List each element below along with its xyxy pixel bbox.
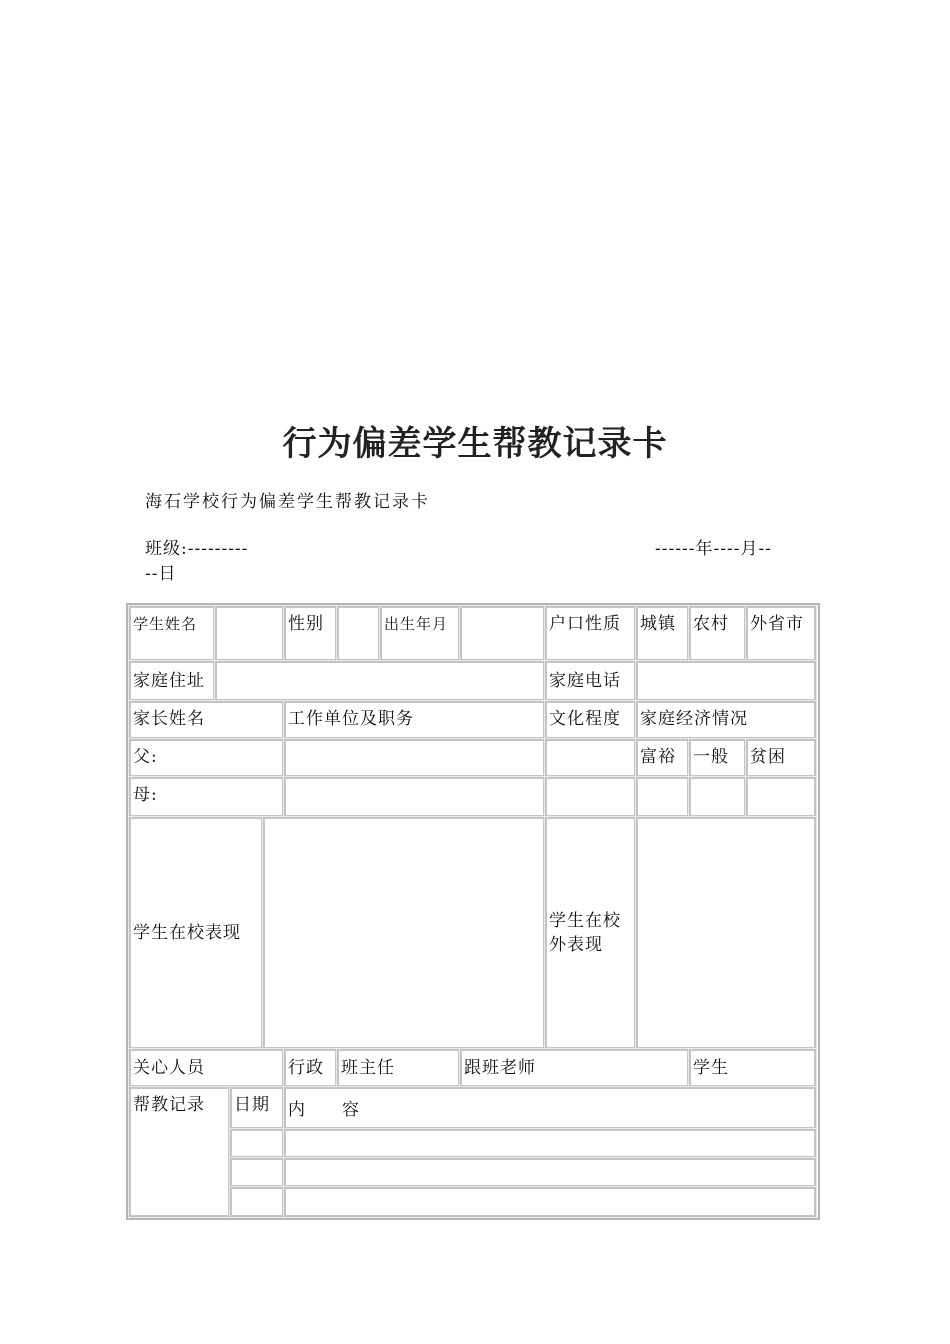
form-subtitle: 海石学校行为偏差学生帮教记录卡 (145, 492, 430, 512)
option-poor: 贫困 (746, 739, 816, 777)
date-field-line2: --日 (145, 564, 177, 584)
label-outside-performance: 学生在校外表现 (545, 817, 636, 1049)
value-birth[interactable] (460, 606, 545, 661)
label-parent-name: 家长姓名 (129, 701, 284, 739)
value-student-name[interactable] (215, 606, 284, 661)
value-outside-performance[interactable] (636, 817, 816, 1049)
value-school-performance[interactable] (263, 817, 545, 1049)
label-date: 日期 (230, 1087, 284, 1129)
class-field: 班级:--------- (145, 539, 249, 559)
label-birth: 出生年月 (380, 606, 460, 661)
label-home-phone: 家庭电话 (545, 661, 636, 701)
label-household-type: 户口性质 (545, 606, 636, 661)
label-student: 学生 (689, 1049, 816, 1087)
option-rural: 农村 (689, 606, 746, 661)
label-gender: 性别 (284, 606, 337, 661)
label-content: 内 容 (284, 1087, 816, 1129)
label-help-record: 帮教记录 (129, 1087, 230, 1217)
label-mother: 母: (129, 777, 284, 817)
value-poor-check[interactable] (746, 777, 816, 817)
record-date-3[interactable] (230, 1187, 284, 1217)
value-home-address[interactable] (215, 661, 545, 701)
date-field-line1: ------年----月-- (655, 539, 772, 559)
record-content-2[interactable] (284, 1158, 816, 1187)
label-school-performance: 学生在校表现 (129, 817, 263, 1049)
label-care-staff: 关心人员 (129, 1049, 284, 1087)
label-follow-teacher: 跟班老师 (460, 1049, 689, 1087)
value-mother-education[interactable] (545, 777, 636, 817)
label-admin: 行政 (284, 1049, 337, 1087)
record-date-2[interactable] (230, 1158, 284, 1187)
value-gender[interactable] (337, 606, 380, 661)
record-content-1[interactable] (284, 1129, 816, 1158)
document-title: 行为偏差学生帮教记录卡 (282, 424, 668, 464)
label-head-teacher: 班主任 (337, 1049, 460, 1087)
value-average-check[interactable] (689, 777, 746, 817)
label-work-unit: 工作单位及职务 (284, 701, 545, 739)
value-wealthy-check[interactable] (636, 777, 689, 817)
value-father-work[interactable] (284, 739, 545, 777)
label-education: 文化程度 (545, 701, 636, 739)
label-home-address: 家庭住址 (129, 661, 215, 701)
option-wealthy: 富裕 (636, 739, 689, 777)
value-home-phone[interactable] (636, 661, 816, 701)
label-father: 父: (129, 739, 284, 777)
label-student-name: 学生姓名 (129, 606, 215, 661)
record-content-3[interactable] (284, 1187, 816, 1217)
option-other-province: 外省市 (746, 606, 816, 661)
label-economic: 家庭经济情况 (636, 701, 816, 739)
option-average: 一般 (689, 739, 746, 777)
record-date-1[interactable] (230, 1129, 284, 1158)
option-town: 城镇 (636, 606, 689, 661)
value-father-education[interactable] (545, 739, 636, 777)
value-mother-work[interactable] (284, 777, 545, 817)
